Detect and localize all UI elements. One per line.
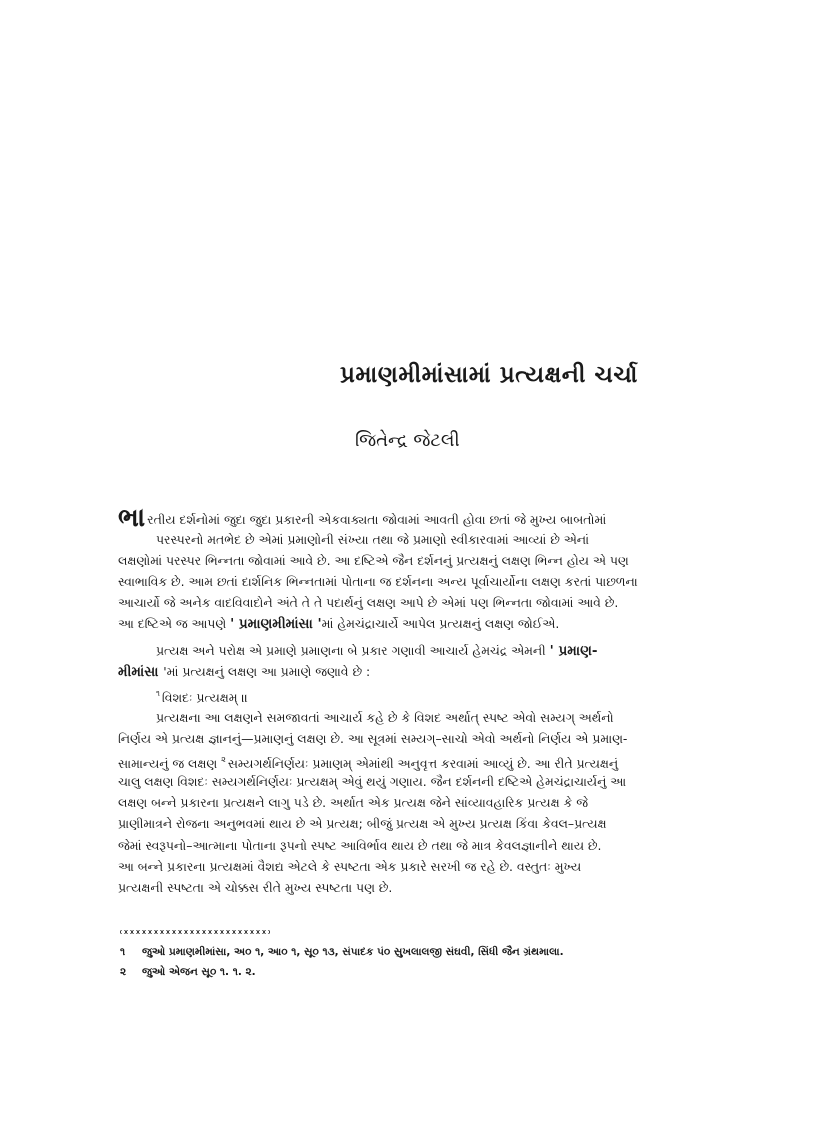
paragraph-line: પ્રાણીમાત્રને રોજના અનુભવમાં થાય છે એ પ્રત્યક્ષ; બીજું પ્રત્યક્ષ એ મુખ્ય પ્રત્યક્ષ કિંવા કેવલ–પ્રત્યક્ષ: [118, 816, 607, 831]
line-text: માં હેમચંદ્રાચાર્યે આપેલ પ્રત્યક્ષનું લક્ષણ જોઈએ.: [321, 616, 560, 631]
line-text: સામાન્યનું જ લક્ષણ: [118, 756, 222, 771]
paragraph-line: આચાર્યો જે અનેક વાદવિવાદોને અંતે તે તે પદાર્થનું લક્ષણ આપે છે એમાં પણ ભિન્નતા જોવામાં આવે છે.: [118, 595, 619, 610]
book-title-emphasis: ' પ્રમાણ-: [549, 643, 598, 659]
footnote-ref[interactable]: ૨: [221, 755, 226, 764]
article-title: પ્રમાણમીમાંસામાં પ્રત્યક્ષની ચર્ચા: [340, 362, 638, 388]
footnote-ref[interactable]: ૧: [156, 689, 160, 698]
footnote-separator: [120, 930, 270, 934]
footnote-number: ૨: [120, 966, 127, 978]
paragraph-line: નિર્ણય એ પ્રત્યક્ષ જ્ઞાનનું—પ્રમાણનું લક્ષણ છે. આ સૂત્રમાં સમ્યગ્–સાચો એવો અર્થનો નિર્ણય એ પ્રમાણ-: [118, 731, 628, 746]
article-author: જિતેન્દ્ર જેટલી: [355, 430, 460, 451]
book-title-emphasis: મીમાંસા: [118, 664, 164, 680]
paragraph-line: [118, 508, 736, 530]
sanskrit-sutra: સમ્યગર્થનિર્ણયઃ પ્રમાણમ્: [227, 756, 352, 771]
paragraph-line: પ્રત્યક્ષના આ લક્ષણને સમજાવતાં આચાર્ય કહે છે કે વિશદ અર્થાત્ સ્પષ્ટ એવો સમ્યગ્ અર્થનો: [156, 710, 614, 725]
footnote-number: ૧: [120, 946, 126, 958]
footnote-text: જુઓ પ્રમાણમીમાંસા, અ૦ ૧, આ૦ ૧, સૂ૦ ૧૩, સંપાદક પં૦ સુખલાલજી સંઘવી, સિંધી જૈન ગ્રંથમાલા.: [142, 946, 564, 958]
paragraph-line: [118, 614, 736, 634]
paragraph-line: જેમાં સ્વરૂપનો–આત્માના પોતાના રૂપનો સ્પષ્ટ આવિર્ભાવ થાય છે તથા જે માત્ર કેવલજ્ઞાનીને થાય છે.: [118, 838, 602, 853]
line-text: એમાંથી અનુવૃત્ત કરવામાં આવ્યું છે. આ રીતે પ્રત્યક્ષનું: [351, 756, 619, 771]
line-text: આ દષ્ટિએ જ આપણે: [118, 616, 231, 631]
paragraph-line: સ્વાભાવિક છે. આમ છતાં દાર્શનિક ભિન્નતામાં પોતાના જ દર્શનના અન્ય પૂર્વાચાર્યોના લક્ષણ કરતાં પાછળના: [118, 574, 638, 589]
sutra-quote: [118, 684, 736, 708]
paragraph-line: આ બન્ને પ્રકારના પ્રત્યક્ષમાં વૈશદ્ય એટલે કે સ્પષ્ટતા એક પ્રકારે સરખી જ રહે છે. વસ્તુતઃ મુખ્ય: [118, 859, 582, 874]
paragraph-line: લક્ષણોમાં પરસ્પર ભિન્નતા જોવામાં આવે છે. આ દષ્ટિએ જૈન દર્શનનું પ્રત્યક્ષનું લક્ષણ ભિન્ન હોય એ પણ: [118, 553, 629, 568]
sanskrit-sutra: વિશદઃ પ્રત્યક્ષમ્ ॥: [161, 690, 249, 705]
paragraph-line: ચાલુ લક્ષણ વિશદઃ સમ્યગર્થનિર્ણયઃ પ્રત્યક્ષમ્ એવું થયું ગણાય. જૈન દર્શનની દષ્ટિએ હેમચંદ્રાચાર્યનું આ: [118, 774, 627, 789]
line-text: રતીય દર્શનોમાં જુદા જુદા પ્રકારની એકવાક્યતા જોવામાં આવતી હોવા છતાં જે મુખ્ય બાબતોમાં: [147, 512, 607, 527]
paragraph-line: પરસ્પરનો મતભેદ છે એમાં પ્રમાણોની સંખ્યા તથા જે પ્રમાણો સ્વીકારવામાં આવ્યાં છે એનાં: [156, 532, 590, 547]
footnote-2: [120, 966, 256, 979]
paragraph-line: પ્રત્યક્ષની સ્પષ્ટતા એ ચોક્કસ રીતે મુખ્ય સ્પષ્ટતા પણ છે.: [118, 880, 393, 895]
paragraph-line: [118, 750, 736, 774]
footnote-1: [120, 946, 564, 959]
drop-cap: ભા: [118, 508, 146, 530]
line-text: 'માં પ્રત્યક્ષનું લક્ષણ આ પ્રમાણે જણાવે છે :: [163, 664, 371, 679]
line-text: પ્રત્યક્ષ અને પરોક્ષ એ પ્રમાણે પ્રમાણના બે પ્રકાર ગણાવી આચાર્ય હેમચંદ્ર એમની: [156, 643, 550, 658]
book-title-emphasis: ' પ્રમાણમીમાંસા ': [230, 616, 322, 632]
paragraph-line: [118, 641, 736, 661]
paragraph-line: [118, 662, 736, 682]
paragraph-line: લક્ષણ બન્ને પ્રકારના પ્રત્યક્ષને લાગુ પડે છે. અર્થાત એક પ્રત્યક્ષ જેને સાંવ્યાવહારિક પ્રત્યક્ષ કે જે: [118, 795, 588, 810]
footnote-text: જુઓ એજન સૂ૦ ૧. ૧. ૨.: [142, 966, 256, 978]
